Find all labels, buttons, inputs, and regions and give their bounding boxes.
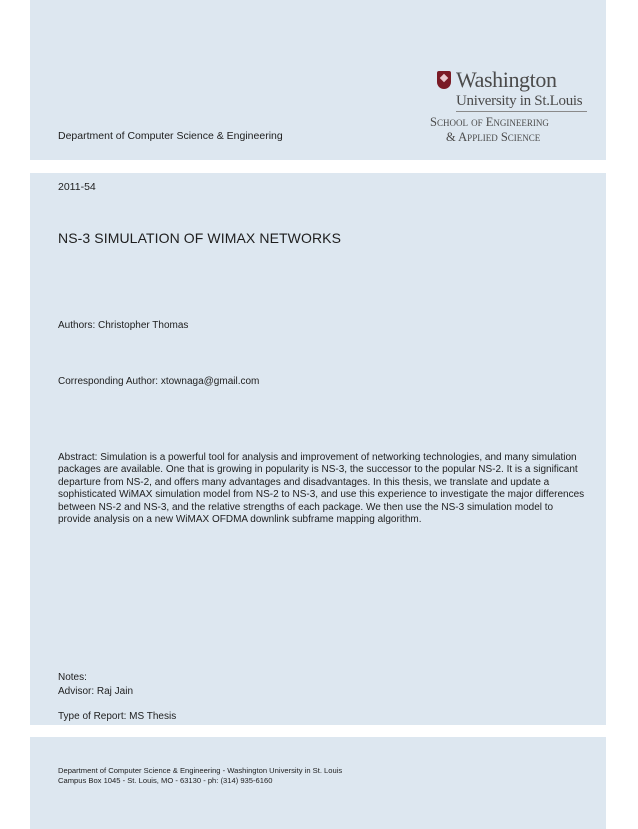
divider-band	[30, 160, 606, 173]
logo-subtitle: University in St.Louis	[456, 93, 583, 109]
university-logo	[420, 68, 590, 150]
corresponding-author: Corresponding Author: xtownaga@gmail.com	[58, 376, 260, 387]
footer-line-1: Department of Computer Science & Engineering - Washington University in St. Louis	[58, 766, 343, 775]
logo-divider	[456, 111, 587, 112]
abstract: Abstract: Simulation is a powerful tool for analysis and improvement of networking technologies, and many simulation packages are available. One that is growing in popularity is NS-3, the successor to the popular NS-2. It is a significant departure from NS-2, and offers many advantages and disadvantages. In this thesis, we translate and update a sophisticated WiMAX simulation model from NS-2 to NS-3, and use this experience to investigate the major differences between NS-2 and NS-3, and the relative strengths of each package. We then use the NS-3 simulation model to provide analysis on a new WiMAX OFDMA downlink subframe mapping algorithm.	[58, 452, 585, 526]
notes-label: Notes:	[58, 672, 87, 683]
divider-band	[30, 725, 606, 737]
authors: Authors: Christopher Thomas	[58, 320, 189, 331]
school-name-line1: School of Engineering	[430, 115, 549, 129]
logo-name: Washington	[456, 67, 557, 92]
advisor: Advisor: Raj Jain	[58, 686, 134, 697]
footer	[58, 766, 388, 786]
department-name: Department of Computer Science & Engineering	[58, 130, 283, 142]
report-title: NS-3 SIMULATION OF WIMAX NETWORKS	[58, 230, 342, 246]
shield-icon	[437, 71, 451, 89]
footer-line-2: Campus Box 1045 - St. Louis, MO - 63130 - ph: (314) 935-6160	[58, 776, 273, 785]
report-number: 2011-54	[58, 181, 96, 193]
report-type: Type of Report: MS Thesis	[58, 711, 177, 722]
school-name-line2: & Applied Science	[446, 130, 541, 144]
